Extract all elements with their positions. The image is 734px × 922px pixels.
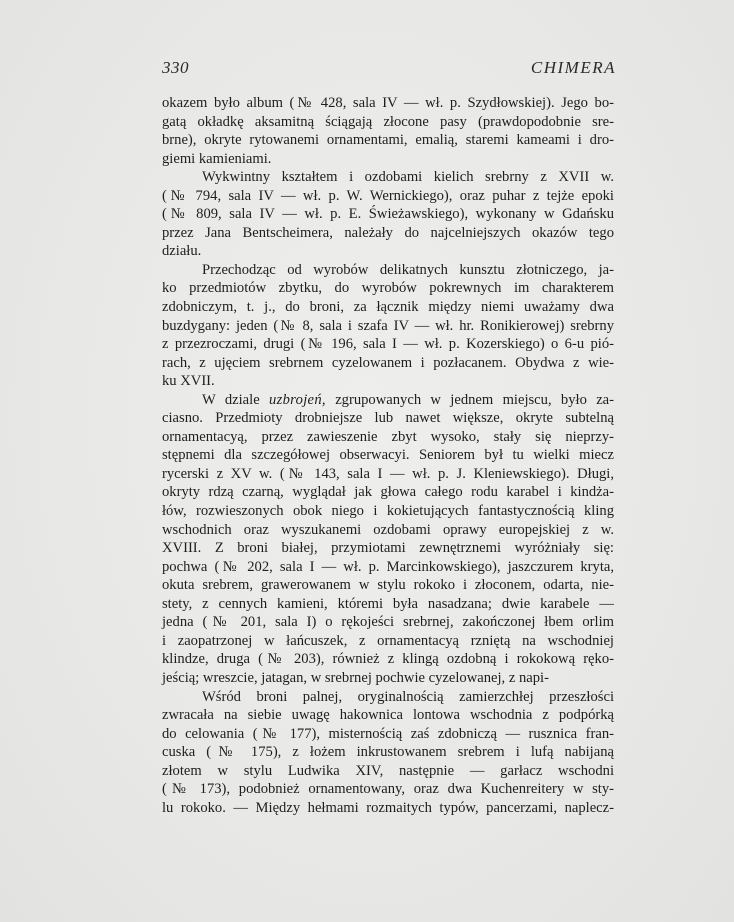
paragraph-3 <box>162 261 614 391</box>
text-line: ornamentacyą, przez zawieszenie zbyt wysoko, stały się nieprzy- <box>162 428 614 445</box>
text-line: z przezroczami, drugi (№ 196, sala I — wł. p. Kozerskiego) o 6-u pió- <box>162 336 614 353</box>
text-line <box>162 391 614 410</box>
text-line: złotem w stylu Ludwika XIV, następnie — garłacz wschodni <box>162 762 614 779</box>
text-line: wschodnich oraz wyszukanemi ozdobami oprawy europejskiej z w. <box>162 521 614 538</box>
text-line: okryty rdzą czarną, wyglądał jak głowa całego rodu karabel i kindża- <box>162 484 614 501</box>
text-line: i zaopatrzonej w łańcuszek, z ornamentacyą rzniętą na wschodniej <box>162 632 614 649</box>
text-line: łów, rozwieszonych obok niego i kokietujących fantastycznością kling <box>162 503 614 520</box>
text-line: buzdygany: jeden (№ 8, sala i szafa IV — wł. hr. Ronikierowej) srebrny <box>162 317 614 334</box>
text-body <box>162 94 614 817</box>
text-line: ko przedmiotów zbytku, do wyrobów pokrewnych im charakterem <box>162 280 614 297</box>
text-line: stety, z cennych kamieni, któremi była nasadzana; dwie karabele — <box>162 595 614 612</box>
running-title: CHIMERA <box>530 58 616 77</box>
text-line: działu. <box>162 243 202 260</box>
text-segment: W dziale <box>202 391 269 408</box>
text-line: zwracała na siebie uwagę hakownica lontowa wschodnia z podpórką <box>162 707 614 724</box>
text-line: zdobniczym, t. j., do broni, za łącznik między niemi uważamy dwa <box>162 299 614 316</box>
text-line: przez Jana Bentscheimera, należały do najcelniejszych okazów tego <box>162 224 614 241</box>
text-line: jedna (№ 201, sala I) o rękojeści srebrnej, zakończonej łbem orlim <box>162 614 614 631</box>
page-header <box>162 58 616 84</box>
text-line: giemi kamieniami. <box>162 150 272 167</box>
text-line: rach, z ujęciem srebrnem cyzelowanem i pozłacanem. Obydwa z wie- <box>162 354 614 371</box>
text-line: stępnemi dla szczegółowej obserwacyi. Seniorem był tu wielki miecz <box>162 447 614 464</box>
paragraph-1 <box>162 94 614 168</box>
text-line: cuska (№ 175), z łożem inkrustowanem srebrem i lufą nabijaną <box>162 744 614 761</box>
text-line: brne), okryte rytowanemi ornamentami, emalią, staremi kameami i dro- <box>162 132 614 149</box>
text-line: Przechodząc od wyrobów delikatnych kunsztu złotniczego, ja- <box>202 261 614 278</box>
text-line: okazem było album (№ 428, sala IV — wł. p. Szydłowskiej). Jego bo- <box>162 95 614 111</box>
text-line: do celowania (№ 177), misternością zaś zdobniczą — rusznica fran- <box>162 725 614 742</box>
text-segment: zgrupowanych w jednem miejscu, było za- <box>325 391 615 408</box>
text-line: jeścią; wreszcie, jatagan, w srebrnej pochwie cyzelowanej, z napi- <box>162 669 549 686</box>
text-line: Wśród broni palnej, oryginalnością zamierzchłej przeszłości <box>202 688 614 705</box>
text-line: ku XVII. <box>162 373 215 390</box>
text-line: (№ 173), podobnież ornamentowany, oraz dwa Kuchenreitery w sty- <box>162 781 614 798</box>
paragraph-4 <box>162 391 614 688</box>
text-line: (№ 809, sala IV — wł. p. E. Świeżawskiego), wykonany w Gdańsku <box>162 206 614 223</box>
text-line: klindze, druga (№ 203), również z klingą ozdobną i rokokową ręko- <box>162 651 614 668</box>
paragraph-2 <box>162 168 614 261</box>
text-line: rycerski z XV w. (№ 143, sala I — wł. p. J. Kleniewskiego). Długi, <box>162 465 614 482</box>
text-line: XVIII. Z broni białej, przymiotami zewnętrznemi wyróżniały się: <box>162 540 614 557</box>
text-line: lu rokoko. — Między hełmami rozmaitych typów, pancerzami, naplecz- <box>162 799 614 816</box>
italic-term: uzbrojeń, <box>269 391 326 408</box>
page-number: 330 <box>162 58 189 77</box>
text-line: (№ 794, sala IV — wł. p. W. Wernickiego), oraz puhar z tejże epoki <box>162 187 614 204</box>
paragraph-5 <box>162 688 614 818</box>
text-line: gatą okładkę aksamitną ściągają złocone pasy (prawdopodobnie sre- <box>162 113 614 130</box>
text-line: okuta srebrem, grawerowanem w stylu rokoko i złoconem, odarta, nie- <box>162 577 614 594</box>
text-line: pochwa (№ 202, sala I — wł. p. Marcinkowskiego), jaszczurem kryta, <box>162 558 614 575</box>
text-line: ciasno. Przedmioty drobniejsze lub nawet większe, okryte subtelną <box>162 410 614 427</box>
text-line: Wykwintny kształtem i ozdobami kielich srebrny z XVII w. <box>202 169 614 186</box>
